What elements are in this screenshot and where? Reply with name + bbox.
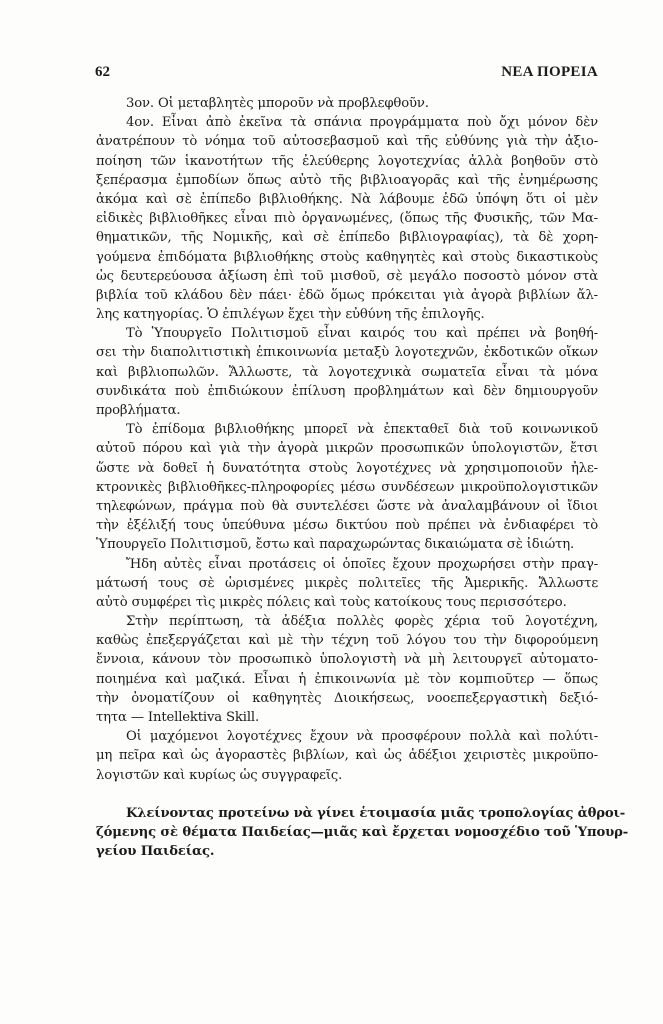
- body-text: [96, 94, 629, 861]
- text-line: τηλεφώνων, πράγμα ποὺ θὰ συντελέσει ὥστε νὰ ἀναλαμβάνουν οἱ ἴδιοι: [96, 498, 598, 514]
- text-line: Τὸ Ὑπουργεῖο Πολιτισμοῦ εἶναι καιρός του καὶ πρέπει νὰ βοηθή-: [126, 326, 598, 342]
- paragraph-3on: [96, 94, 598, 113]
- text-line: τὴν ὀνοματίζουν οἱ καθηγητὲς Διοικήσεως, νοοεπεξεργαστικὴ δεξιό-: [96, 690, 598, 706]
- text-line: ὡς δευτερεύουσα ἀξίωση ἐπὶ τοῦ μισθοῦ, σὲ μεγάλο ποσοστὸ μόνον στὰ: [96, 268, 598, 284]
- paragraph-america: [96, 555, 598, 613]
- text-line: συνδικάτα ποὺ ἐπιδιώκουν ἐπίλυση προβλημάτων καὶ δὲν δημιουργοῦν: [96, 383, 598, 399]
- text-line: Κλείνοντας προτείνω νὰ γίνει ἑτοιμασία μιᾶς τροπολογίας ἀθροι-: [126, 805, 626, 821]
- text-line: ἔννοια, κάνουν τὸν προσωπικὸ ὑπολογιστὴ νὰ μὴ λειτουργεῖ αὐτοματο-: [96, 652, 598, 668]
- text-line: Τὸ ἐπίδομα βιβλιοθήκης μπορεῖ νὰ ἐπεκταθεῖ διὰ τοῦ κοινωνικοῦ: [126, 422, 598, 438]
- text-line: ποιημένα καὶ μαζικά. Εἶναι ἡ ἐπικοινωνία μὲ τὸν κομπιοῦτερ — ὅπως: [96, 671, 598, 687]
- text-line: καθὼς ἐπεξεργάζεται καὶ μὲ τὴν τέχνη τοῦ λόγου του τὴν διφορούμενη: [96, 633, 598, 649]
- paragraph-4on: [96, 113, 598, 324]
- text-line: λογιστῶν καὶ κυρίως ὡς συγγραφεῖς.: [96, 767, 343, 783]
- page-header: [95, 64, 598, 84]
- text-line: Ὑπουργεῖο Πολιτισμοῦ, ἔστω καὶ παραχωρώντας δικαιώματα σὲ ἰδιώτη.: [96, 537, 575, 553]
- text-line: 4ον. Εἶναι ἀπὸ ἐκεῖνα τὰ σπάνια προγράμματα ποὺ ὄχι μόνον δὲν: [126, 115, 598, 131]
- text-line: λης κατηγορίας. Ὁ ἐπιλέγων ἔχει τὴν εὐθύνη τῆς ἐπιλογῆς.: [96, 307, 485, 323]
- text-line: 3ον. Οἱ μεταβλητὲς μποροῦν νὰ προβλεφθοῦν.: [126, 96, 429, 111]
- page-number: 62: [95, 64, 110, 80]
- text-line: τητα — Intellektiva Skill.: [96, 710, 259, 725]
- text-line: αὐτὸ συμφέρει τὶς μικρὲς πόλεις καὶ τοὺς κατοίκους τους περισσότερο.: [96, 594, 567, 610]
- text-line: ποίηση τῶν ἱκανοτήτων τῆς ἐλεύθερης λογοτεχνίας ἀλλὰ βοηθοῦν στὸ: [96, 153, 598, 169]
- text-line: ἀνατρέπουν τὸ νόημα τοῦ αὐτοσεβασμοῦ καὶ τῆς εὐθύνης γιὰ τὴν ἀξιο-: [96, 134, 598, 150]
- text-line: ξεπέρασμα ἐμποδίων ὅπως αὐτὸ τῆς βιβλιοαγορᾶς καὶ τῆς ἐνημέρωσης: [96, 172, 598, 188]
- text-line: εἰδικὲς βιβλιοθῆκες εἶναι πιὸ ὀργανωμένες, (ὅπως τῆς Φυσικῆς, τῶν Μα-: [96, 211, 598, 227]
- paragraph-ministry-culture: [96, 324, 598, 420]
- text-line: Οἱ μαχόμενοι λογοτέχνες ἔχουν νὰ προσφέρουν πολλὰ καὶ πολύτι-: [126, 729, 598, 745]
- paragraph-closing: [96, 804, 629, 862]
- text-line: μάτωσή τους σὲ ὡρισμένες μικρὲς πολιτεῖες τῆς Ἀμερικῆς. Ἄλλωστε: [96, 575, 598, 591]
- paragraph-intellektiva-skill: [96, 612, 598, 727]
- text-line: γείου Παιδείας.: [96, 844, 215, 860]
- text-line: καὶ βιβλιοπωλῶν. Ἄλλωστε, τὰ λογοτεχνικὰ σωματεῖα εἶναι τὰ μόνα: [96, 364, 598, 380]
- text-line: ἀκόμα καὶ σὲ ἐπίπεδο βιβλιοθήκης. Νὰ λάβουμε ἐδῶ ὑπόψη ὅτι οἱ μὲν: [96, 191, 598, 207]
- paragraph-gap: [96, 785, 598, 804]
- text-line: προβλήματα.: [96, 403, 181, 418]
- text-line: κτρονικὲς βιβλιοθῆκες-πληροφορίες μέσω συνδέσεων μικροϋπολογιστικῶν: [96, 479, 598, 495]
- text-line: Στὴν περίπτωση, τὰ ἀδέξια πολλὲς φορὲς χέρια τοῦ λογοτέχνη,: [126, 614, 598, 630]
- text-line: Ἤδη αὐτὲς εἶναι προτάσεις οἱ ὁποῖες ἔχουν προχωρήσει στὴν πραγ-: [126, 556, 598, 572]
- text-line: ζόμενης σὲ θέματα Παιδείας—μιᾶς καὶ ἔρχεται νομοσχέδιο τοῦ Ὑπουρ-: [96, 824, 629, 840]
- text-line: γούμενα ἐπιδόματα βιβλιοθήκης στοὺς καθηγητὲς καὶ στοὺς δικαστικοὺς: [96, 249, 598, 265]
- paragraph-writers: [96, 727, 598, 785]
- text-line: μη πεῖρα καὶ ὡς ἀγοραστὲς βιβλίων, καὶ ὡς ἀδέξιοι χειριστὲς μικροϋπο-: [96, 748, 598, 764]
- text-line: βιβλία τοῦ κλάδου δὲν πάει· ἐδῶ ὅμως πρόκειται γιὰ ἀγορὰ βιβλίων ἄλ-: [96, 287, 598, 303]
- running-title: ΝΕΑ ΠΟΡΕΙΑ: [501, 64, 598, 80]
- text-line: σει τὴν διαπολιτιστικὴ ἐπικοινωνία μεταξὺ λογοτεχνῶν, ἐκδοτικῶν οἴκων: [96, 345, 598, 361]
- text-line: ὥστε νὰ δοθεῖ ἡ δυνατότητα στοὺς λογοτέχνες νὰ χρησιμοποιοῦν ἠλε-: [96, 460, 598, 476]
- text-line: τὴν ἐξέλιξή τους ὑπεύθυνα μέσω δικτύου ποὺ πρέπει νὰ ἐνδιαφέρει τὸ: [96, 518, 598, 534]
- paragraph-library-allowance: [96, 420, 598, 554]
- text-line: αὐτοῦ πόρου καὶ γιὰ τὴν ἀγορὰ μικρῶν προσωπικῶν ὑπολογιστῶν, ἔτσι: [96, 441, 598, 457]
- text-line: θηματικῶν, τῆς Νομικῆς, καὶ σὲ ἐπίπεδο βιβλιογραφίας), τὰ δὲ χορη-: [96, 230, 598, 246]
